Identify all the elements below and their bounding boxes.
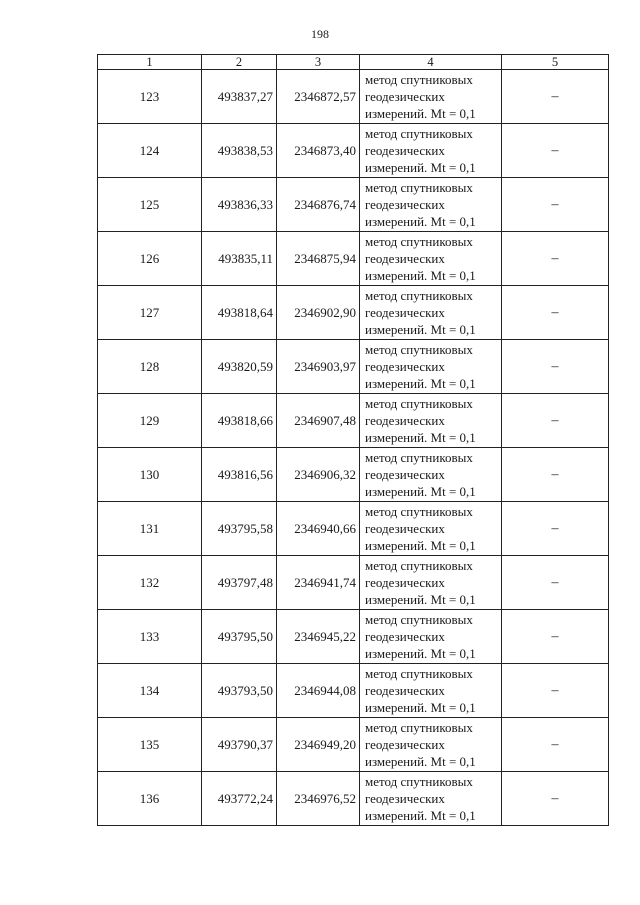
method-line-3: измерений. Mt = 0,1	[365, 214, 476, 229]
method-line-1: метод спутниковых	[365, 720, 473, 735]
coord-y: 2346906,32	[277, 448, 360, 502]
method-line-2: геодезических	[365, 305, 445, 320]
method-line-1: метод спутниковых	[365, 126, 473, 141]
col5-value: –	[502, 772, 609, 826]
coord-y: 2346875,94	[277, 232, 360, 286]
method-line-2: геодезических	[365, 467, 445, 482]
method-line-1: метод спутниковых	[365, 180, 473, 195]
method-cell	[360, 718, 502, 772]
method-cell	[360, 124, 502, 178]
point-number: 134	[98, 664, 202, 718]
col5-value: –	[502, 124, 609, 178]
coord-x: 493795,58	[202, 502, 277, 556]
method-line-3: измерений. Mt = 0,1	[365, 322, 476, 337]
method-line-3: измерений. Mt = 0,1	[365, 376, 476, 391]
table-row	[98, 772, 609, 826]
point-number: 129	[98, 394, 202, 448]
point-number: 125	[98, 178, 202, 232]
col5-value: –	[502, 286, 609, 340]
col5-value: –	[502, 610, 609, 664]
table-row	[98, 664, 609, 718]
method-line-3: измерений. Mt = 0,1	[365, 592, 476, 607]
col5-value: –	[502, 178, 609, 232]
method-line-2: геодезических	[365, 575, 445, 590]
method-line-1: метод спутниковых	[365, 450, 473, 465]
coord-x: 493795,50	[202, 610, 277, 664]
coord-x: 493818,64	[202, 286, 277, 340]
method-line-1: метод спутниковых	[365, 396, 473, 411]
method-cell	[360, 610, 502, 664]
method-line-2: геодезических	[365, 737, 445, 752]
method-cell	[360, 178, 502, 232]
method-line-1: метод спутниковых	[365, 288, 473, 303]
header-col-4: 4	[360, 55, 502, 70]
table-header-row	[98, 55, 609, 70]
point-number: 126	[98, 232, 202, 286]
method-line-3: измерений. Mt = 0,1	[365, 700, 476, 715]
header-col-5: 5	[502, 55, 609, 70]
coordinates-table	[97, 54, 609, 826]
coord-x: 493790,37	[202, 718, 277, 772]
method-cell	[360, 394, 502, 448]
point-number: 130	[98, 448, 202, 502]
coord-y: 2346873,40	[277, 124, 360, 178]
method-line-1: метод спутниковых	[365, 558, 473, 573]
col5-value: –	[502, 718, 609, 772]
method-line-3: измерений. Mt = 0,1	[365, 646, 476, 661]
coord-x: 493797,48	[202, 556, 277, 610]
table-row	[98, 394, 609, 448]
method-line-2: геодезических	[365, 683, 445, 698]
col5-value: –	[502, 394, 609, 448]
page-number: 198	[311, 27, 329, 41]
coord-x: 493818,66	[202, 394, 277, 448]
coord-y: 2346976,52	[277, 772, 360, 826]
method-line-3: измерений. Mt = 0,1	[365, 538, 476, 553]
col5-value: –	[502, 664, 609, 718]
coord-y: 2346944,08	[277, 664, 360, 718]
method-line-1: метод спутниковых	[365, 666, 473, 681]
coord-y: 2346940,66	[277, 502, 360, 556]
coord-x: 493816,56	[202, 448, 277, 502]
table-row	[98, 70, 609, 124]
method-line-3: измерений. Mt = 0,1	[365, 268, 476, 283]
table-row	[98, 502, 609, 556]
method-cell	[360, 232, 502, 286]
method-line-1: метод спутниковых	[365, 612, 473, 627]
point-number: 127	[98, 286, 202, 340]
coord-y: 2346903,97	[277, 340, 360, 394]
point-number: 136	[98, 772, 202, 826]
method-cell	[360, 502, 502, 556]
method-line-2: геодезических	[365, 197, 445, 212]
coord-x: 493837,27	[202, 70, 277, 124]
method-cell	[360, 448, 502, 502]
coord-y: 2346902,90	[277, 286, 360, 340]
method-line-1: метод спутниковых	[365, 72, 473, 87]
col5-value: –	[502, 502, 609, 556]
point-number: 132	[98, 556, 202, 610]
method-line-1: метод спутниковых	[365, 342, 473, 357]
method-line-3: измерений. Mt = 0,1	[365, 808, 476, 823]
point-number: 131	[98, 502, 202, 556]
method-line-3: измерений. Mt = 0,1	[365, 754, 476, 769]
coord-x: 493835,11	[202, 232, 277, 286]
method-line-2: геодезических	[365, 359, 445, 374]
method-line-2: геодезических	[365, 413, 445, 428]
col5-value: –	[502, 556, 609, 610]
table-row	[98, 448, 609, 502]
coord-x: 493820,59	[202, 340, 277, 394]
table-row	[98, 124, 609, 178]
col5-value: –	[502, 448, 609, 502]
coord-x: 493793,50	[202, 664, 277, 718]
method-line-3: измерений. Mt = 0,1	[365, 106, 476, 121]
coord-y: 2346945,22	[277, 610, 360, 664]
coord-y: 2346907,48	[277, 394, 360, 448]
table-row	[98, 232, 609, 286]
method-cell	[360, 556, 502, 610]
coord-y: 2346941,74	[277, 556, 360, 610]
header-col-2: 2	[202, 55, 277, 70]
point-number: 128	[98, 340, 202, 394]
coord-y: 2346872,57	[277, 70, 360, 124]
point-number: 124	[98, 124, 202, 178]
method-line-3: измерений. Mt = 0,1	[365, 160, 476, 175]
coord-y: 2346876,74	[277, 178, 360, 232]
method-line-2: геодезических	[365, 629, 445, 644]
method-cell	[360, 772, 502, 826]
col5-value: –	[502, 232, 609, 286]
method-line-2: геодезических	[365, 251, 445, 266]
method-line-3: измерений. Mt = 0,1	[365, 430, 476, 445]
method-cell	[360, 340, 502, 394]
header-col-3: 3	[277, 55, 360, 70]
method-cell	[360, 286, 502, 340]
method-line-3: измерений. Mt = 0,1	[365, 484, 476, 499]
table-row	[98, 340, 609, 394]
header-col-1: 1	[98, 55, 202, 70]
method-line-2: геодезических	[365, 143, 445, 158]
table-row	[98, 178, 609, 232]
point-number: 135	[98, 718, 202, 772]
col5-value: –	[502, 340, 609, 394]
method-cell	[360, 664, 502, 718]
coord-x: 493772,24	[202, 772, 277, 826]
method-line-1: метод спутниковых	[365, 234, 473, 249]
method-line-1: метод спутниковых	[365, 504, 473, 519]
table-row	[98, 718, 609, 772]
col5-value: –	[502, 70, 609, 124]
table-row	[98, 286, 609, 340]
coord-x: 493836,33	[202, 178, 277, 232]
coord-y: 2346949,20	[277, 718, 360, 772]
method-line-1: метод спутниковых	[365, 774, 473, 789]
coord-x: 493838,53	[202, 124, 277, 178]
method-cell	[360, 70, 502, 124]
method-line-2: геодезических	[365, 521, 445, 536]
method-line-2: геодезических	[365, 791, 445, 806]
point-number: 133	[98, 610, 202, 664]
table-row	[98, 610, 609, 664]
table-row	[98, 556, 609, 610]
method-line-2: геодезических	[365, 89, 445, 104]
point-number: 123	[98, 70, 202, 124]
